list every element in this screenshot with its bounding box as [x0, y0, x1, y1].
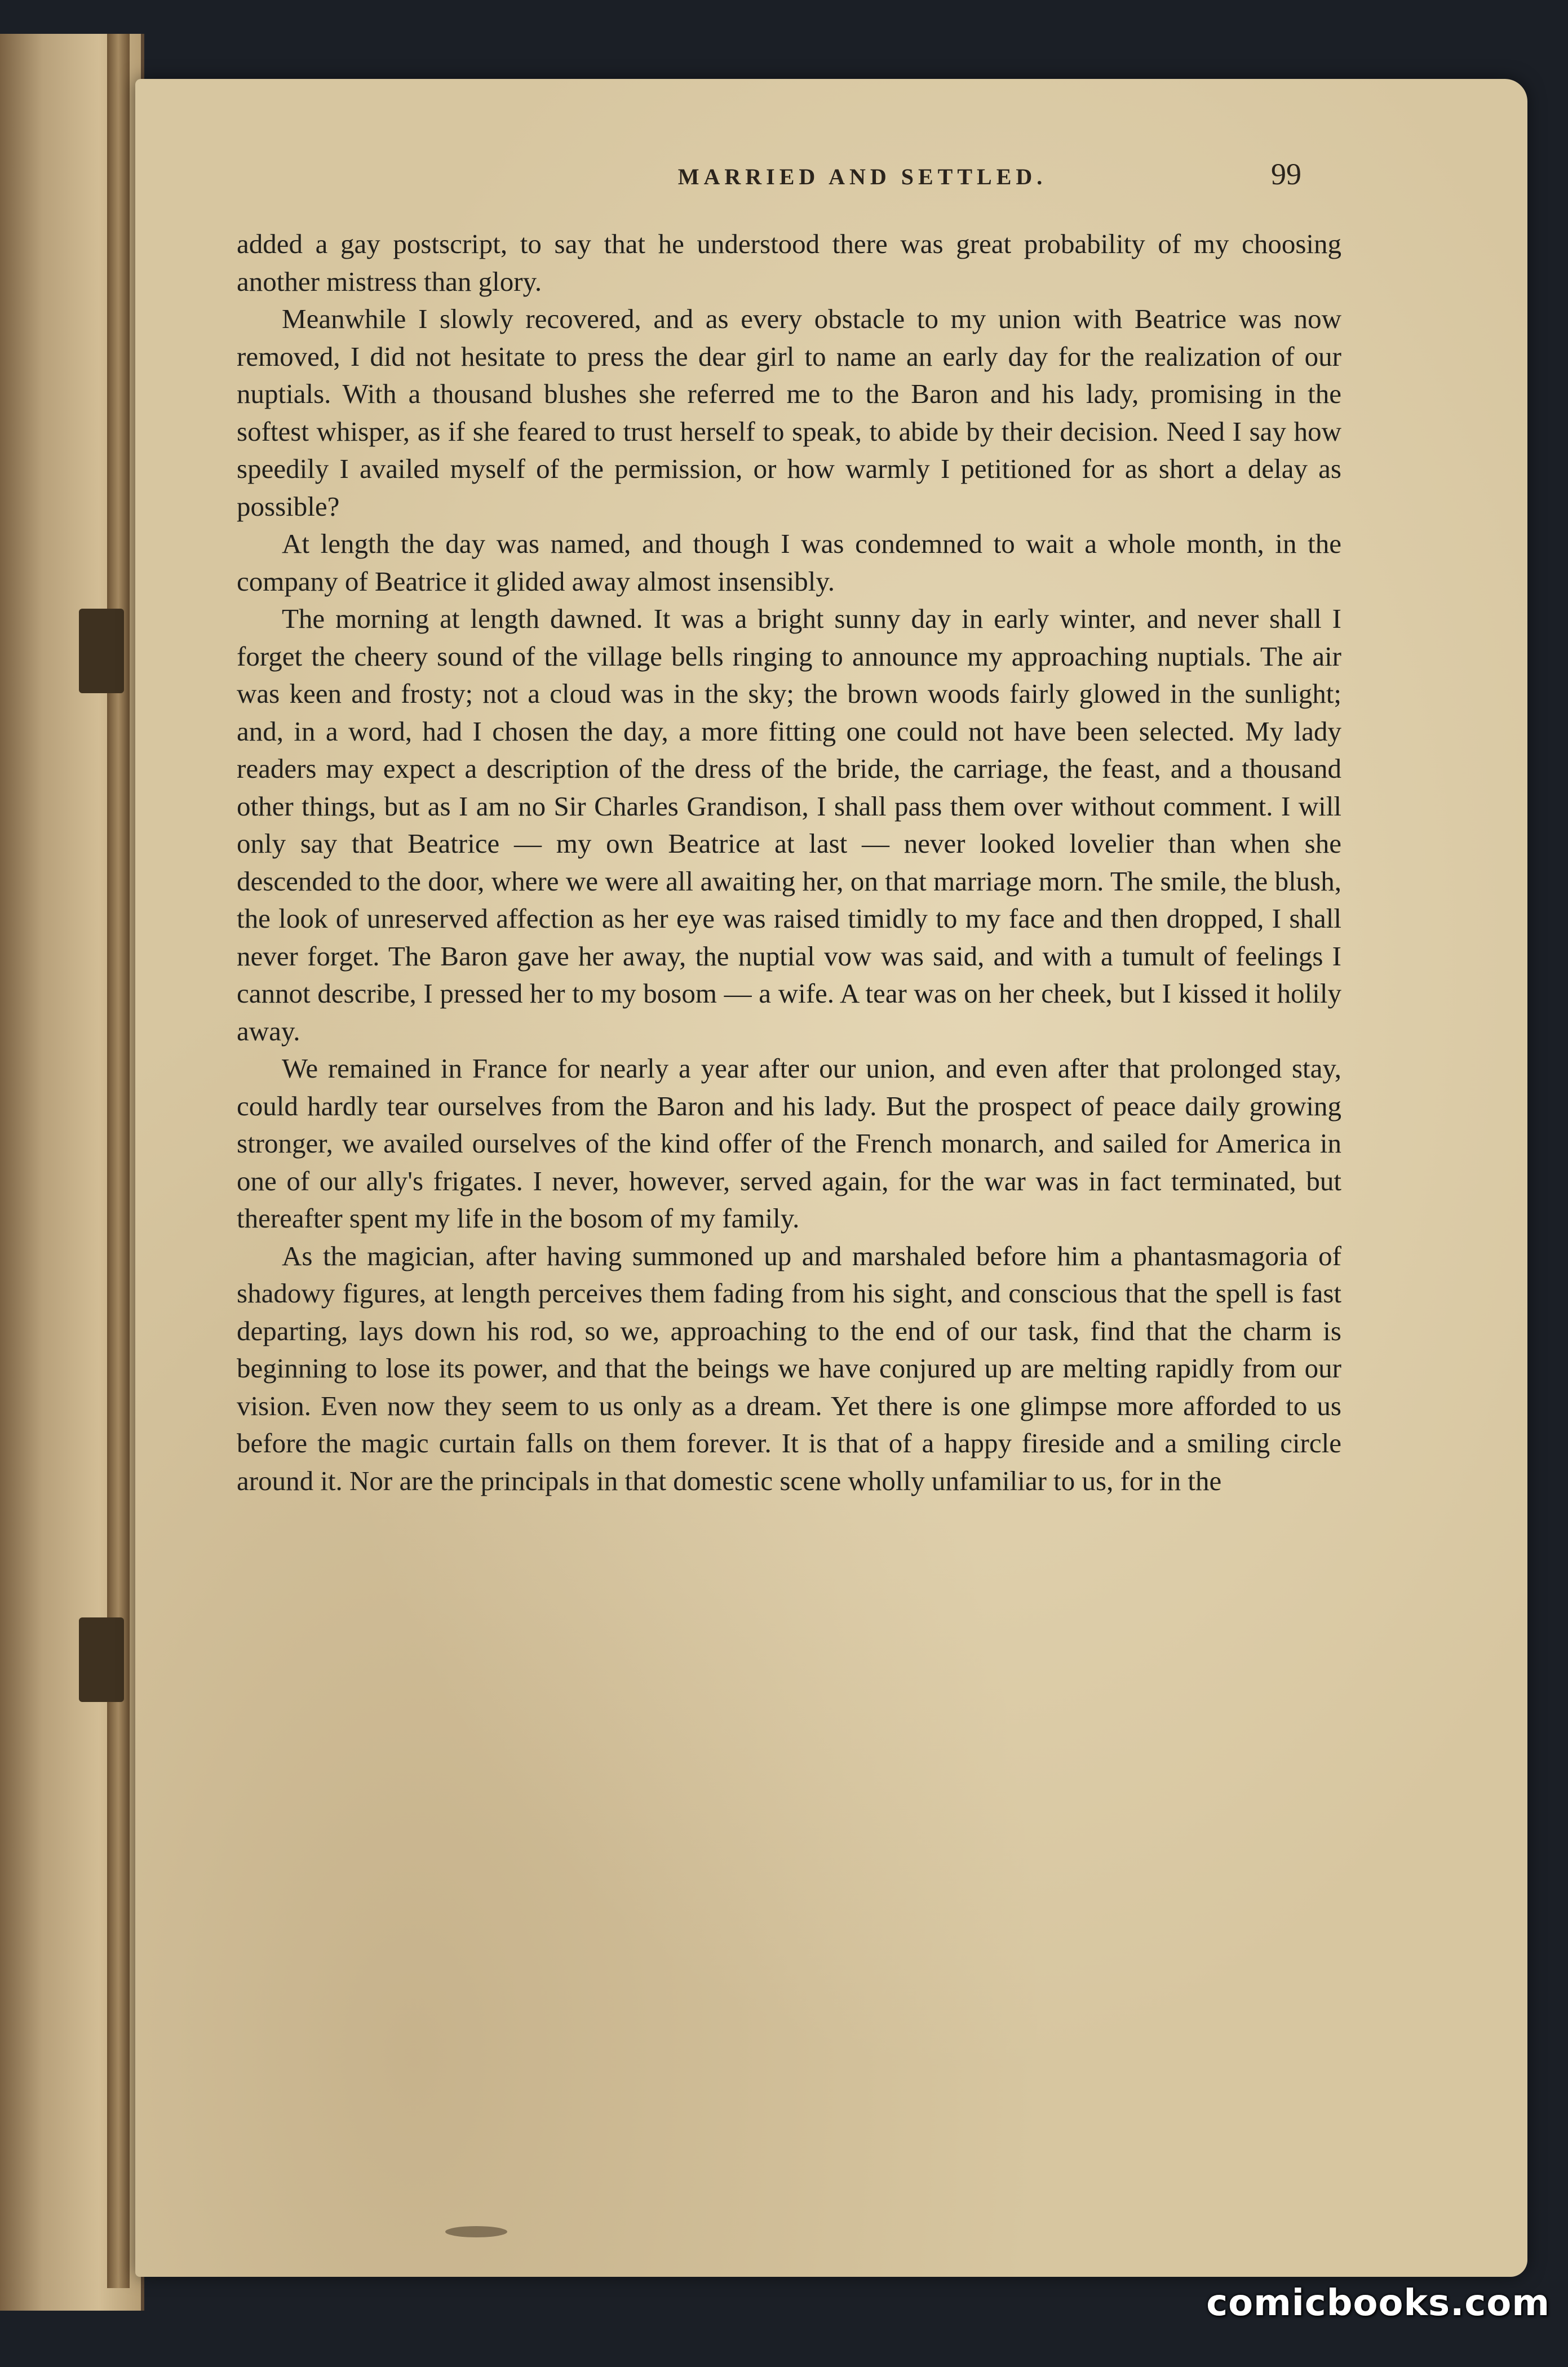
paragraph: The morning at length dawned. It was a bright sunny day in early winter, and never shall I forget the cheery sound of the village bells ringing to announce my approaching nuptials. The air was keen and frosty; not a cloud was in the sky; the brown woods fairly glowed in the sunlight; and, in a word, had I chosen the day, a more fitting one could not have been selected. My lady readers may expect a description of the dress of the bride, the carriage, the feast, and a thousand other things, but as I am no Sir Charles Grandison, I shall pass them over without comment. I will only say that Beatrice — my own Beatrice at last — never looked lovelier than when she descended to the door, where we were all awaiting her, on that marriage morn. The smile, the blush, the look of unreserved affection as her eye was raised timidly to my face and then dropped, I shall never forget. The Baron gave her away, the nuptial vow was said, and with a tumult of feelings I cannot describe, I pressed her to my bosom — a wife. A tear was on her cheek, but I kissed it holily away.: [237, 603, 1341, 1047]
paragraph: As the magician, after having summoned up and marshaled before him a phantasmagoria of shadowy figures, at length perceives them fading from his sight, and conscious that the spell is fast departing, lays down his rod, so we, approaching to the end of our task, find that the charm is beginning to lose its power, and that the beings we have conjured up are melting rapidly from our vision. Even now they seem to us only as a dream. Yet there is one glimpse more afforded to us before the magic curtain falls on them forever. It is that of a happy fireside and a smiling circle around it. Nor are the principals in that domestic scene wholly unfamiliar to us, for in the: [237, 1240, 1341, 1496]
paragraph: Meanwhile I slowly recovered, and as every obstacle to my union with Beatrice was now removed, I did not hesitate to press the dear girl to name an early day for the realization of our nuptials. With a thousand blushes she referred me to the Baron and his lady, promising in the softest whisper, as if she feared to trust herself to speak, to abide by their decision. Need I say how speedily I availed myself of the permission, or how warmly I petitioned for as short a delay as possible?: [237, 303, 1341, 522]
binding-stitch: [79, 609, 124, 693]
paragraph: added a gay postscript, to say that he understood there was great probability of my choosing another mistress than glory.: [237, 228, 1341, 297]
running-title: MARRIED AND SETTLED.: [677, 164, 1047, 189]
book-gutter: [107, 34, 130, 2288]
page-header: [135, 157, 1527, 209]
page-number: 99: [1271, 157, 1301, 191]
paragraph: At length the day was named, and though I was condemned to wait a whole month, in the company of Beatrice it glided away almost insensibly.: [237, 528, 1341, 597]
paragraph: We remained in France for nearly a year after our union, and even after that prolonged stay, could hardly tear ourselves from the Baron and his lady. But the prospect of peace daily growing stronger, we availed ourselves of the kind offer of the French monarch, and sailed for America in one of our ally's frigates. I never, however, served again, for the war was in fact terminated, but thereafter spent my life in the bosom of my family.: [237, 1053, 1341, 1234]
page-stain: [445, 2226, 507, 2237]
watermark: comicbooks.com: [1206, 2282, 1550, 2324]
binding-stitch: [79, 1617, 124, 1702]
body-text: [237, 225, 1341, 1500]
